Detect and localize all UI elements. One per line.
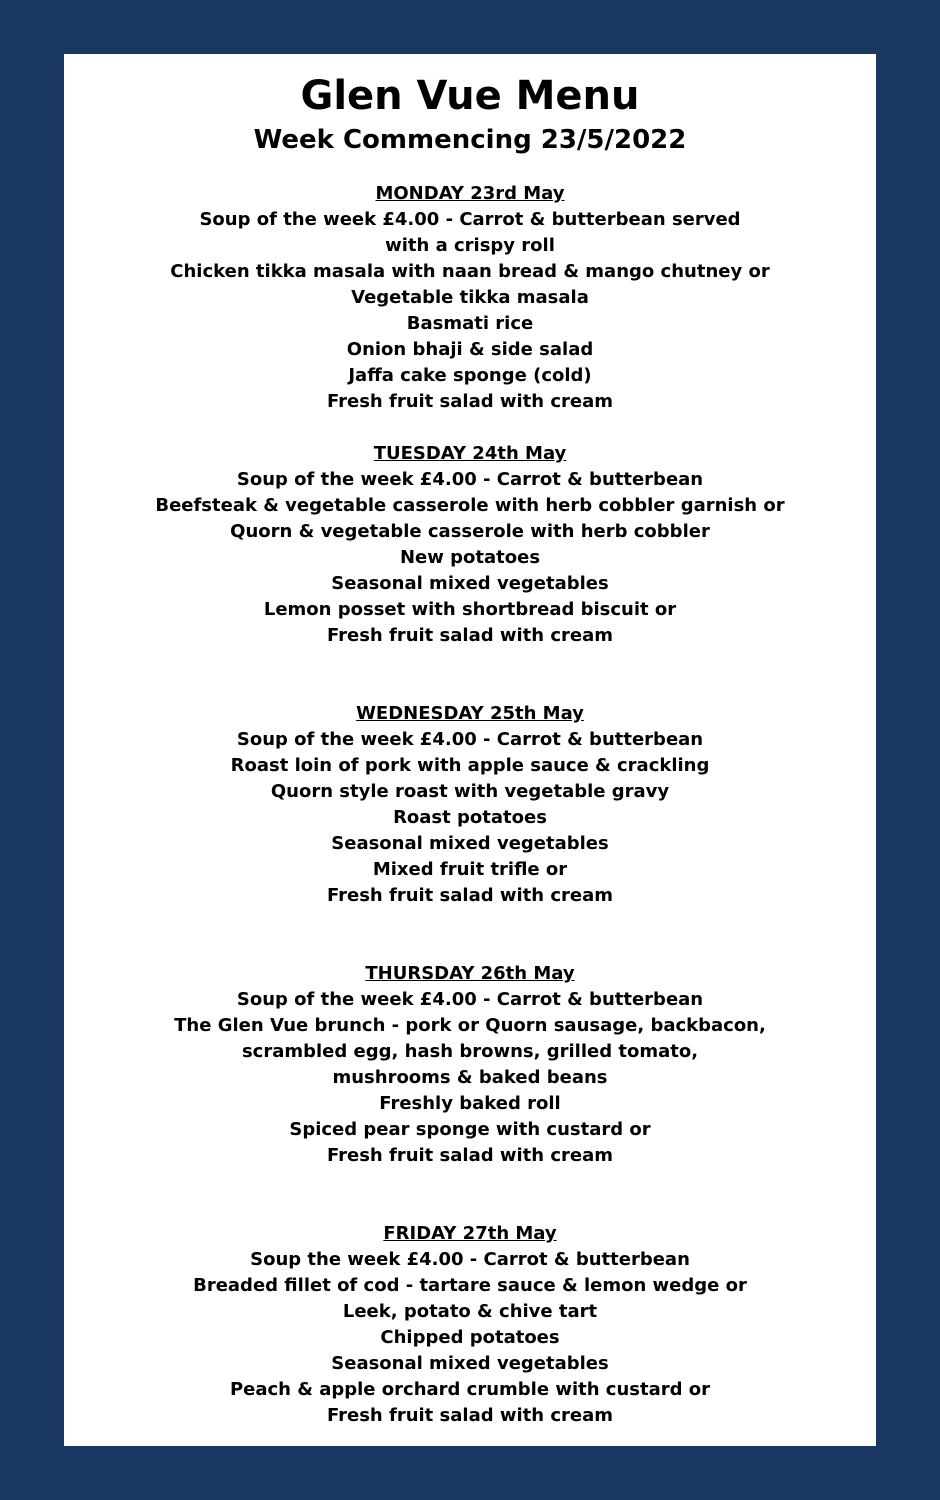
day-section-monday bbox=[64, 181, 876, 415]
menu-item: Seasonal mixed vegetables bbox=[331, 1353, 609, 1374]
menu-item: Breaded fillet of cod - tartare sauce & lemon wedge or bbox=[193, 1275, 747, 1296]
menu-item: Mixed fruit trifle or bbox=[372, 859, 568, 880]
menu-item: Roast potatoes bbox=[393, 807, 547, 828]
menu-item: Seasonal mixed vegetables bbox=[331, 833, 609, 854]
menu-item: Fresh fruit salad with cream bbox=[326, 391, 614, 412]
menu-item: Fresh fruit salad with cream bbox=[326, 885, 614, 906]
page-title: Glen Vue Menu bbox=[300, 73, 640, 119]
menu-item: Soup of the week £4.00 - Carrot & butterbean bbox=[236, 729, 704, 750]
menu-item: The Glen Vue brunch - pork or Quorn sausage, backbacon, bbox=[174, 1015, 766, 1036]
day-heading: FRIDAY 27th May bbox=[383, 1223, 557, 1244]
menu-item: Fresh fruit salad with cream bbox=[326, 1145, 614, 1166]
day-heading: THURSDAY 26th May bbox=[365, 963, 575, 984]
menu-item: New potatoes bbox=[399, 547, 541, 568]
menu-item: Quorn style roast with vegetable gravy bbox=[270, 781, 670, 802]
day-section-wednesday bbox=[64, 701, 876, 909]
menu-item: Soup of the week £4.00 - Carrot & butterbean served bbox=[199, 209, 741, 230]
menu-item: Jaffa cake sponge (cold) bbox=[348, 365, 592, 386]
menu-item: Onion bhaji & side salad bbox=[346, 339, 594, 360]
menu-item: Soup the week £4.00 - Carrot & butterbean bbox=[250, 1249, 690, 1270]
menu-item: mushrooms & baked beans bbox=[332, 1067, 608, 1088]
menu-item: Chipped potatoes bbox=[380, 1327, 560, 1348]
day-heading: WEDNESDAY 25th May bbox=[356, 703, 584, 724]
day-section-friday bbox=[64, 1221, 876, 1429]
menu-sheet bbox=[64, 54, 876, 1446]
day-section-tuesday bbox=[64, 441, 876, 649]
menu-item: Fresh fruit salad with cream bbox=[326, 625, 614, 646]
menu-item: Beefsteak & vegetable casserole with herb cobbler garnish or bbox=[155, 495, 785, 516]
menu-item: Soup of the week £4.00 - Carrot & butterbean bbox=[236, 989, 704, 1010]
day-heading: MONDAY 23rd May bbox=[375, 183, 565, 204]
page-subtitle: Week Commencing 23/5/2022 bbox=[253, 125, 687, 155]
menu-item: Lemon posset with shortbread biscuit or bbox=[263, 599, 677, 620]
menu-item: with a crispy roll bbox=[385, 235, 555, 256]
menu-item: Seasonal mixed vegetables bbox=[331, 573, 609, 594]
menu-item: Chicken tikka masala with naan bread & mango chutney or bbox=[170, 261, 770, 282]
menu-item: Roast loin of pork with apple sauce & crackling bbox=[230, 755, 710, 776]
menu-item: Fresh fruit salad with cream bbox=[326, 1405, 614, 1426]
menu-item: Quorn & vegetable casserole with herb cobbler bbox=[230, 521, 710, 542]
menu-item: Vegetable tikka masala bbox=[351, 287, 589, 308]
day-heading: TUESDAY 24th May bbox=[373, 443, 567, 464]
day-section-thursday bbox=[64, 961, 876, 1169]
menu-item: Soup of the week £4.00 - Carrot & butterbean bbox=[236, 469, 704, 490]
menu-item: Freshly baked roll bbox=[379, 1093, 561, 1114]
menu-item: Peach & apple orchard crumble with custard or bbox=[229, 1379, 711, 1400]
menu-item: Spiced pear sponge with custard or bbox=[289, 1119, 651, 1140]
menu-item: Leek, potato & chive tart bbox=[342, 1301, 598, 1322]
menu-item: scrambled egg, hash browns, grilled tomato, bbox=[241, 1041, 699, 1062]
menu-item: Basmati rice bbox=[406, 313, 534, 334]
